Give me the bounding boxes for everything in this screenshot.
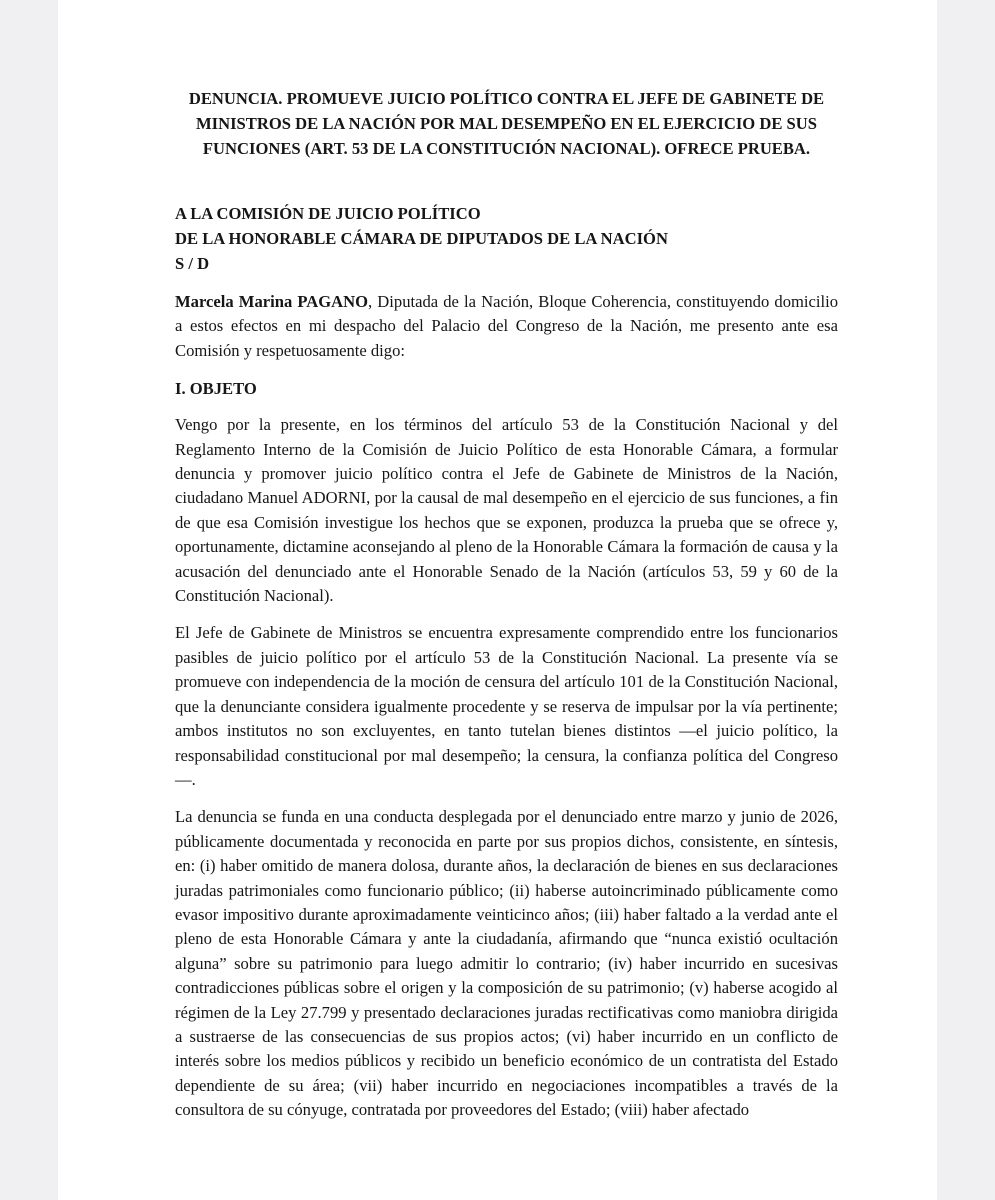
author-name: Marcela Marina PAGANO [175, 292, 369, 311]
intro-text: , Diputada de la Nación, Bloque Coherencia, constituyendo domicilio a estos efectos en mi despacho del Palacio del Congreso de la Nación, me presento ante esa Comisión y respetuosamente digo: [175, 292, 838, 360]
addressee-line-1: A LA COMISIÓN DE JUICIO POLÍTICO [175, 204, 481, 223]
addressee-line-2: DE LA HONORABLE CÁMARA DE DIPUTADOS DE LA NACIÓN [175, 229, 668, 248]
addressee-line-3: S / D [175, 254, 210, 273]
intro-paragraph [175, 290, 838, 363]
left-margin [0, 0, 58, 1200]
section-heading: I. OBJETO [175, 379, 257, 399]
document-page [58, 0, 937, 1200]
body-paragraph: Vengo por la presente, en los términos del artículo 53 de la Constitución Nacional y del Reglamento Interno de la Comisión de Juicio Político de esta Honorable Cámara, a formular denuncia y promover juicio político contra el Jefe de Gabinete de Ministros de la Nación, ciudadano Manuel ADORNI, por la causal de mal desempeño en el ejercicio de sus funciones, a fin de que esa Comisión investigue los hechos que se exponen, produzca la prueba que se ofrece y, oportunamente, dictamine aconsejando al pleno de la Honorable Cámara la formación de causa y la acusación del denunciado ante el Honorable Senado de la Nación (artículos 53, 59 y 60 de la Constitución Nacional). [175, 415, 838, 606]
document-title: DENUNCIA. PROMUEVE JUICIO POLÍTICO CONTRA EL JEFE DE GABINETE DE MINISTROS DE LA NACIÓN POR MAL DESEMPEÑO EN EL EJERCICIO DE SUS FUNCIONES (ART. 53 DE LA CONSTITUCIÓN NACIONAL). OFRECE PRUEBA. [188, 89, 825, 158]
right-margin [937, 0, 995, 1200]
page-content [175, 86, 838, 1123]
body-paragraph: La denuncia se funda en una conducta desplegada por el denunciado entre marzo y junio de 2026, públicamente documentada y reconocida en parte por sus propios dichos, consistente, en síntesis, en: (i) haber omitido de manera dolosa, durante años, la declaración de bienes en sus declaraciones juradas patrimoniales como funcionario público; (ii) haberse autoincriminado públicamente como evasor impositivo durante aproximadamente veinticinco años; (iii) haber faltado a la verdad ante el pleno de esta Honorable Cámara y ante la ciudadanía, afirmando que “nunca existió ocultación alguna” sobre su patrimonio para luego admitir lo contrario; (iv) haber incurrido en sucesivas contradicciones públicas sobre el origen y la composición de su patrimonio; (v) haberse acogido al régimen de la Ley 27.799 y presentado declaraciones juradas rectificativas como maniobra dirigida a sustraerse de las consecuencias de sus propios actos; (vi) haber incurrido en un conflicto de interés sobre los medios públicos y recibido un beneficio económico de un contratista del Estado dependiente de su área; (vii) haber incurrido en negociaciones incompatibles a través de la consultora de su cónyuge, contratada por proveedores del Estado; (viii) haber afectado [175, 807, 838, 1120]
body-paragraph: El Jefe de Gabinete de Ministros se encuentra expresamente comprendido entre los funcionarios pasibles de juicio político por el artículo 53 de la Constitución Nacional. La presente vía se promueve con independencia de la moción de censura del artículo 101 de la Constitución Nacional, que la denunciante considera igualmente procedente y se reserva de impulsar por la vía pertinente; ambos institutos no son excluyentes, en tanto tutelan bienes distintos —el juicio político, la responsabilidad constitucional por mal desempeño; la censura, la confianza política del Congreso—. [175, 623, 838, 789]
addressee-block [175, 201, 838, 276]
